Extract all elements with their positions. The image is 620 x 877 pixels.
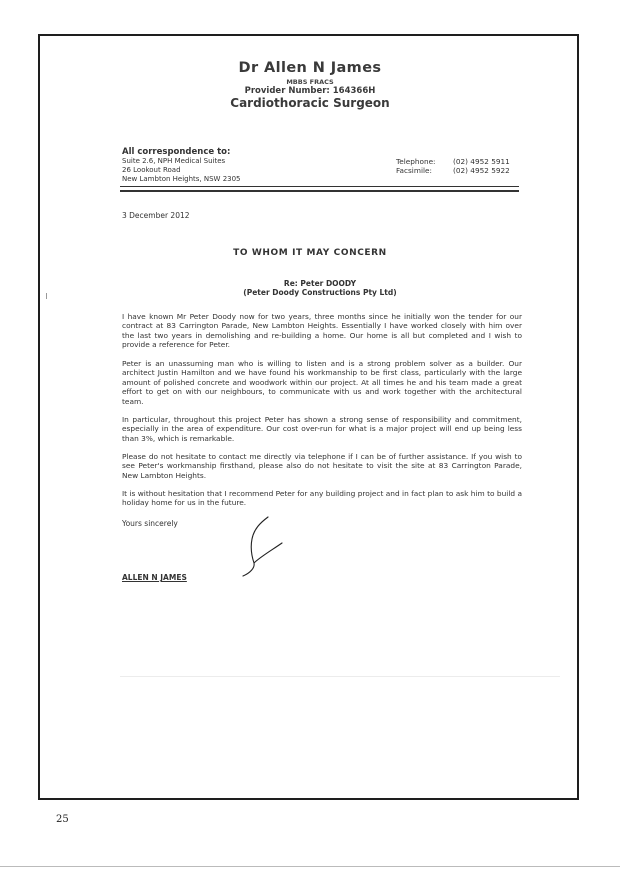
letter-date: 3 December 2012 [122, 211, 190, 220]
contact-details [396, 157, 510, 175]
handwritten-signature [230, 515, 290, 580]
margin-mark [46, 293, 47, 299]
re-company: (Peter Doody Constructions Pty Ltd) [243, 288, 397, 297]
address-line: Suite 2.6, NPH Medical Suites [122, 157, 226, 165]
closing-salutation: Yours sincerely [122, 519, 178, 528]
telephone-row [396, 157, 510, 166]
facsimile-row [396, 166, 510, 175]
telephone-label: Telephone: [396, 157, 436, 166]
facsimile-number: (02) 4952 5922 [453, 166, 510, 175]
address-line: New Lambton Heights, NSW 2305 [122, 175, 241, 183]
body-paragraph: In particular, throughout this project Peter has shown a strong sense of responsibility and commitment, especially in the area of expenditure. Our cost over-run for what is a major project will end up being less than 3%, which is remarkable. [122, 415, 522, 443]
address-line: 26 Lookout Road [122, 166, 181, 174]
letterhead-rule-thick [120, 190, 519, 192]
facsimile-label: Facsimile: [396, 166, 432, 175]
telephone-number: (02) 4952 5911 [453, 157, 510, 166]
letterhead-provider-number: Provider Number: 164366H [244, 86, 376, 96]
body-paragraph: Peter is an unassuming man who is willing to listen and is a strong problem solver as a builder. Our architect Justin Hamilton and we have found his workmanship to be first class, particularly with the large amount of polished concrete and woodwork within our project. At all times he and his team made a great effort to get on with our neighbours, to communicate with us and work together with the architectural team. [122, 359, 522, 406]
correspondence-heading: All correspondence to: [122, 147, 231, 157]
re-line: Re: Peter DOODY [283, 279, 357, 288]
body-paragraph: It is without hesitation that I recommend Peter for any building project and in fact plan to ask him to build a holiday home for us in the future. [122, 489, 522, 508]
faint-scan-line [120, 676, 560, 677]
signatory-name: ALLEN N JAMES [122, 573, 187, 582]
body-paragraph: I have known Mr Peter Doody now for two years, three months since he initially won the tender for our contract at 83 Carrington Parade, New Lambton Heights. Essentially I have worked closely with him over the last two years in demolishing and re-building a home. Our home is all but completed and I wish to provide a reference for Peter. [122, 312, 522, 350]
letterhead-name: Dr Allen N James [238, 60, 382, 76]
letterhead-qualifications: MBBS FRACS [286, 78, 334, 86]
letter-heading: TO WHOM IT MAY CONCERN [233, 248, 387, 258]
body-paragraph: Please do not hesitate to contact me directly via telephone if I can be of further assistance. If you wish to see Peter's workmanship firsthand, please also do not hesitate to visit the site at 83 Carrington Parade, New Lambton Heights. [122, 452, 522, 480]
correspondence-address [122, 147, 241, 184]
letterhead-specialty: Cardiothoracic Surgeon [230, 96, 390, 110]
letterhead-rule-thin [120, 186, 519, 187]
page-number: 25 [56, 814, 69, 825]
page-bottom-rule [0, 866, 620, 867]
